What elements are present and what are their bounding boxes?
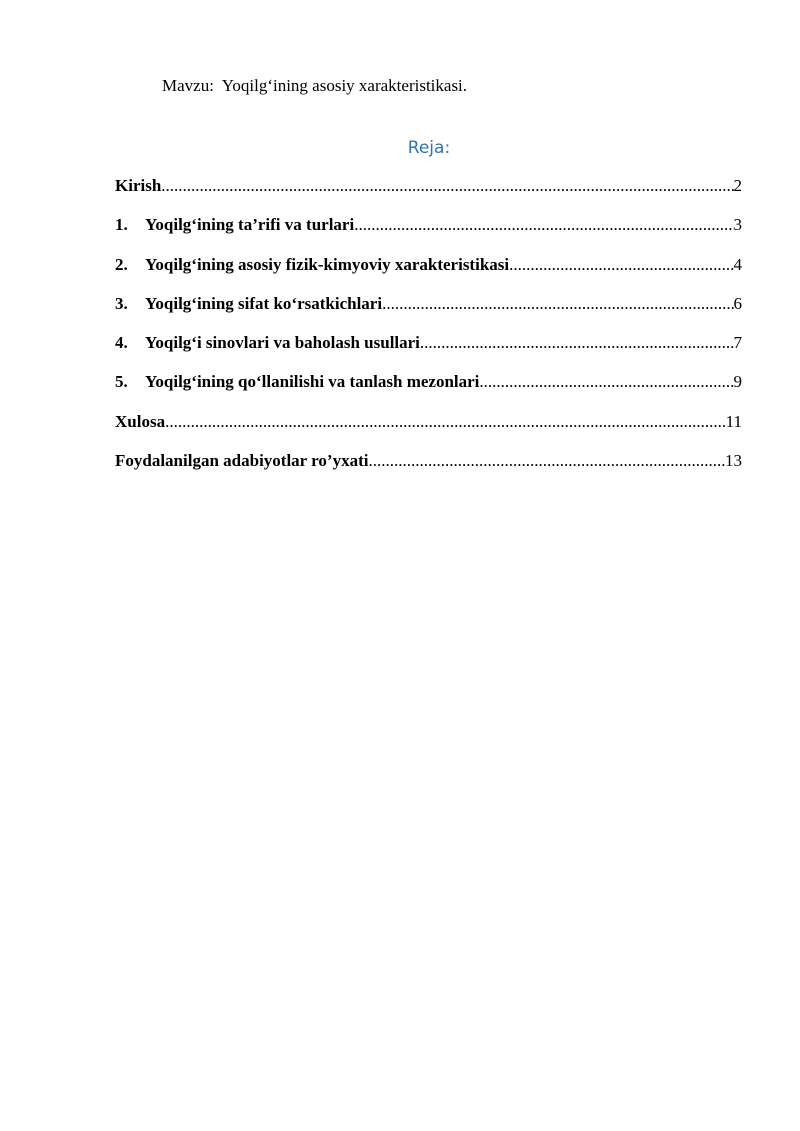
toc-entry-xulosa[interactable] — [115, 410, 742, 449]
toc-dot-leader — [368, 449, 725, 473]
toc-dot-leader — [479, 370, 733, 394]
toc-entry-page: 13 — [725, 451, 742, 471]
toc-entry-title: Yoqilg‘ining asosiy fizik-kimyoviy xarakteristikasi — [145, 254, 510, 274]
toc-entry-page: 3 — [733, 215, 742, 235]
toc-entry-page: 6 — [733, 293, 742, 313]
toc-entry-number: 1. — [115, 215, 128, 235]
toc-dot-leader — [382, 292, 733, 316]
toc-entry-title: Yoqilg‘ining qo‘llanilishi va tanlash mezonlari — [145, 372, 480, 392]
toc-dot-leader — [165, 410, 726, 434]
toc-entry-number: 5. — [115, 372, 128, 392]
toc-entry-adabiyotlar[interactable] — [115, 449, 742, 488]
toc-entry-title: Yoqilg‘ining sifat ko‘rsatkichlari — [145, 293, 383, 313]
toc-entry-page: 4 — [733, 254, 742, 274]
toc-dot-leader — [161, 174, 733, 198]
toc-entry-number: 3. — [115, 293, 128, 313]
toc-entry-number: 2. — [115, 254, 128, 274]
toc-entry-1[interactable] — [115, 213, 742, 252]
toc-entry-title: Yoqilg‘ining ta’rifi va turlari — [145, 215, 355, 235]
toc-entry-number: 4. — [115, 333, 128, 353]
toc-entry-title: Foydalanilgan adabiyotlar ro’yxati — [115, 451, 369, 471]
toc-dot-leader — [354, 213, 733, 237]
toc-entry-page: 9 — [733, 372, 742, 392]
table-of-contents — [115, 174, 742, 488]
toc-entry-page: 11 — [725, 411, 742, 431]
topic-line: Mavzu: Yoqilg‘ining asosiy xarakteristikasi. — [162, 76, 468, 95]
toc-entry-kirish[interactable] — [115, 174, 742, 213]
toc-dot-leader — [420, 331, 734, 355]
toc-entry-3[interactable] — [115, 292, 742, 331]
toc-entry-page: 7 — [733, 333, 742, 353]
toc-entry-5[interactable] — [115, 370, 742, 409]
toc-entry-title: Xulosa — [115, 411, 166, 431]
toc-entry-page: 2 — [733, 176, 742, 195]
plan-heading: Reja: — [407, 138, 451, 158]
toc-entry-4[interactable] — [115, 331, 742, 370]
toc-entry-2[interactable] — [115, 253, 742, 292]
toc-entry-title: Kirish — [115, 176, 162, 195]
toc-dot-leader — [509, 253, 733, 277]
toc-entry-title: Yoqilg‘i sinovlari va baholash usullari — [145, 333, 420, 353]
